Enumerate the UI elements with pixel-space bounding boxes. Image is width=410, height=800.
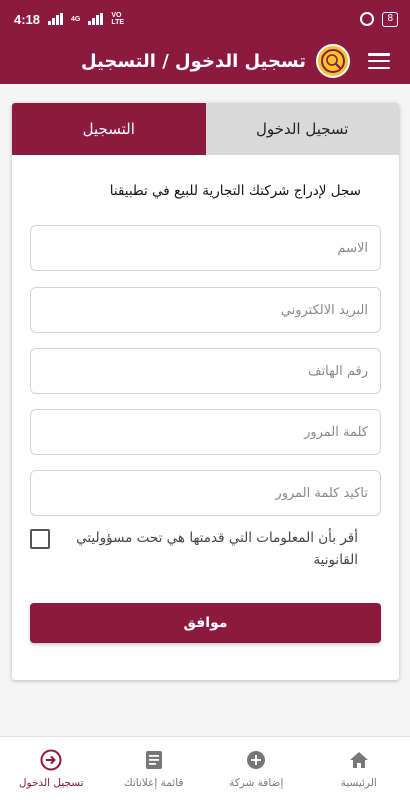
password-input[interactable] <box>43 425 368 440</box>
email-input[interactable] <box>43 303 368 318</box>
app-bar <box>0 38 410 84</box>
nav-label-login: تسجيل الدخول <box>18 776 84 789</box>
status-bar <box>0 0 410 38</box>
agreement-text: أقر بأن المعلومات التي قدمتها هي تحت مسؤوليتي القانونية <box>76 530 358 568</box>
volte-indicator: VO LTE <box>111 12 125 26</box>
page-title: تسجيل الدخول / التسجيل <box>80 50 306 72</box>
name-input[interactable] <box>43 241 368 256</box>
signal-icon-2 <box>88 13 103 25</box>
auth-tabs <box>12 103 399 155</box>
legal-agreement <box>30 527 381 571</box>
nav-item-add-company[interactable] <box>205 737 308 800</box>
password-field[interactable] <box>30 409 381 455</box>
list-document-icon <box>143 749 165 771</box>
tab-register[interactable]: التسجيل <box>12 103 206 155</box>
nav-item-my-ads[interactable] <box>103 737 206 800</box>
status-time: 4:18 <box>14 11 41 27</box>
add-circle-icon <box>245 749 267 771</box>
logo-mark-icon <box>321 49 345 73</box>
login-icon <box>40 749 62 771</box>
confirm-password-input[interactable] <box>43 486 368 501</box>
battery-indicator: 8 <box>382 12 398 27</box>
network-type: 4G <box>71 15 81 23</box>
submit-button[interactable]: موافق <box>30 603 381 643</box>
hamburger-menu-icon[interactable] <box>368 53 390 69</box>
status-right <box>360 12 398 27</box>
phone-input[interactable] <box>43 364 368 379</box>
phone-field[interactable] <box>30 348 381 394</box>
name-field[interactable] <box>30 225 381 271</box>
app-logo <box>316 44 350 78</box>
tab-login[interactable]: تسجيل الدخول <box>206 103 400 155</box>
email-field[interactable] <box>30 287 381 333</box>
signal-icon <box>48 13 63 25</box>
status-left <box>14 12 127 27</box>
alarm-icon <box>360 12 374 26</box>
bottom-nav <box>0 736 410 800</box>
home-icon <box>348 749 370 771</box>
nav-label-home: الرئيسية <box>340 776 377 789</box>
agreement-checkbox[interactable] <box>30 529 50 549</box>
confirm-password-field[interactable] <box>30 470 381 516</box>
nav-item-login[interactable] <box>0 737 103 800</box>
nav-label-add-company: إضافة شركة <box>229 776 284 789</box>
nav-item-home[interactable] <box>308 737 410 800</box>
nav-label-my-ads: قائمة إعلاناتك <box>123 776 184 789</box>
form-subtitle: سجل لإدراج شركتك التجارية للبيع في تطبيقنا <box>109 183 361 199</box>
auth-card <box>12 103 399 680</box>
